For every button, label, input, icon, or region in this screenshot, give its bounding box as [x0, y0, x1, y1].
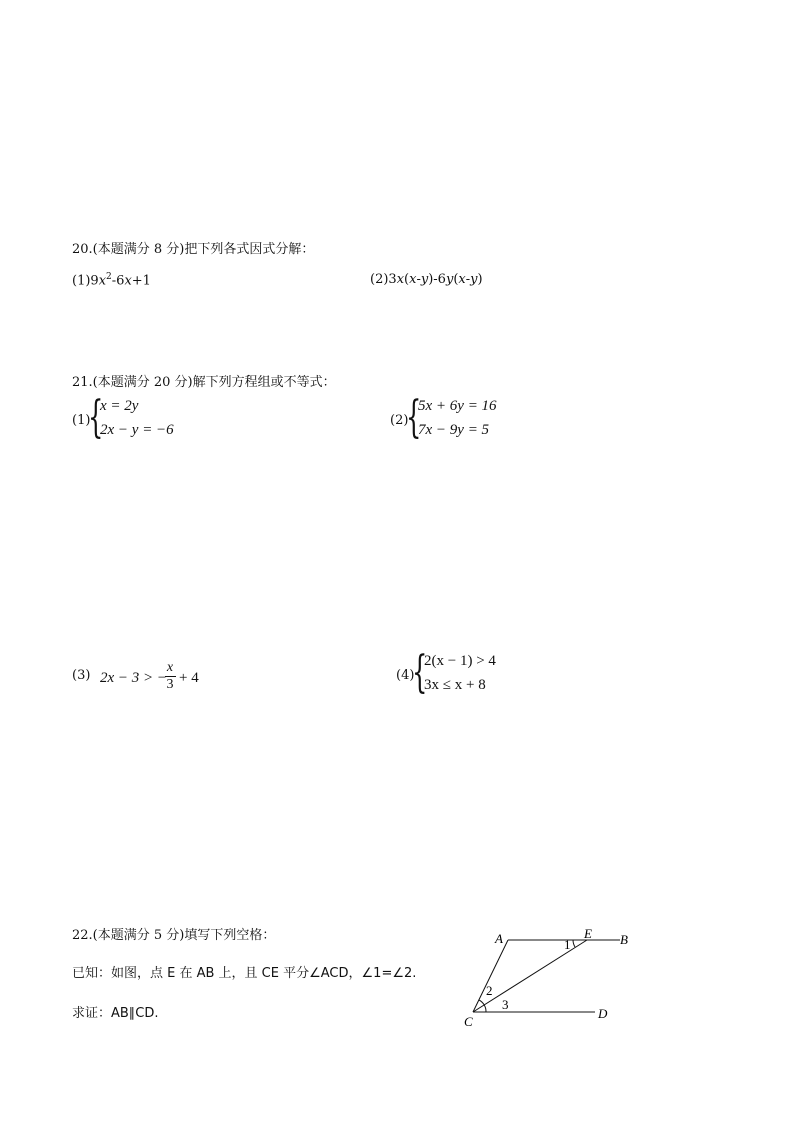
brace-icon: { — [412, 647, 428, 698]
point-label-e: E — [584, 926, 592, 941]
q20-title: 20.(本题满分 8 分)把下列各式因式分解： — [72, 242, 315, 257]
q21-item-2-line-1: 5x + 6y = 16 — [418, 398, 497, 414]
point-label-a: A — [495, 931, 503, 946]
q21-item-3-label: (3) — [72, 668, 91, 683]
q21-item-3-fraction — [162, 661, 178, 692]
q22-title: 22.(本题满分 5 分)填写下列空格： — [72, 928, 276, 943]
q21-item-3-denominator: 3 — [166, 677, 174, 692]
point-label-d: D — [598, 1006, 608, 1021]
q22-given: 已知：如图，点 E 在 AB 上，且 CE 平分∠ACD，∠1=∠2. — [72, 966, 417, 981]
q21-item-1-line-2: 2x − y = −6 — [100, 422, 174, 438]
q22-figure — [455, 925, 655, 1035]
angle-label-1: 1 — [564, 937, 571, 952]
brace-icon: { — [88, 392, 104, 443]
q21-title: 21.(本题满分 20 分)解下列方程组或不等式： — [72, 375, 336, 390]
point-label-c: C — [464, 1014, 473, 1029]
point-label-b: B — [620, 932, 628, 947]
q22-prove: 求证：AB∥CD. — [72, 1006, 159, 1021]
q21-item-1-line-1: x = 2y — [100, 398, 139, 414]
angle-arc-1 — [573, 940, 575, 947]
brace-icon: { — [406, 392, 422, 443]
q20-item-2: (2)3x(x-y)-6y(x-y) — [370, 272, 483, 287]
q21-item-4-line-1: 2(x − 1) > 4 — [424, 653, 496, 669]
q21-item-3-numerator: x — [166, 660, 174, 675]
q21-item-3-left: 2x − 3 > − — [100, 670, 168, 686]
q21-item-4-line-2: 3x ≤ x + 8 — [424, 677, 486, 693]
angle-label-3: 3 — [502, 997, 509, 1012]
q21-item-2-label: (2) — [390, 413, 409, 428]
angle-label-2: 2 — [486, 983, 493, 998]
q21-item-2-system — [406, 392, 546, 444]
q21-item-4-label: (4) — [396, 668, 415, 683]
q21-item-1-system — [88, 392, 228, 444]
q21-item-1-label: (1) — [72, 413, 91, 428]
q21-item-3-right: + 4 — [179, 670, 199, 686]
q21-item-2-line-2: 7x − 9y = 5 — [418, 422, 490, 438]
q21-item-4-system — [412, 647, 552, 699]
q20-item-1: $(1)9x^2-6x+1$ — [72, 272, 151, 289]
